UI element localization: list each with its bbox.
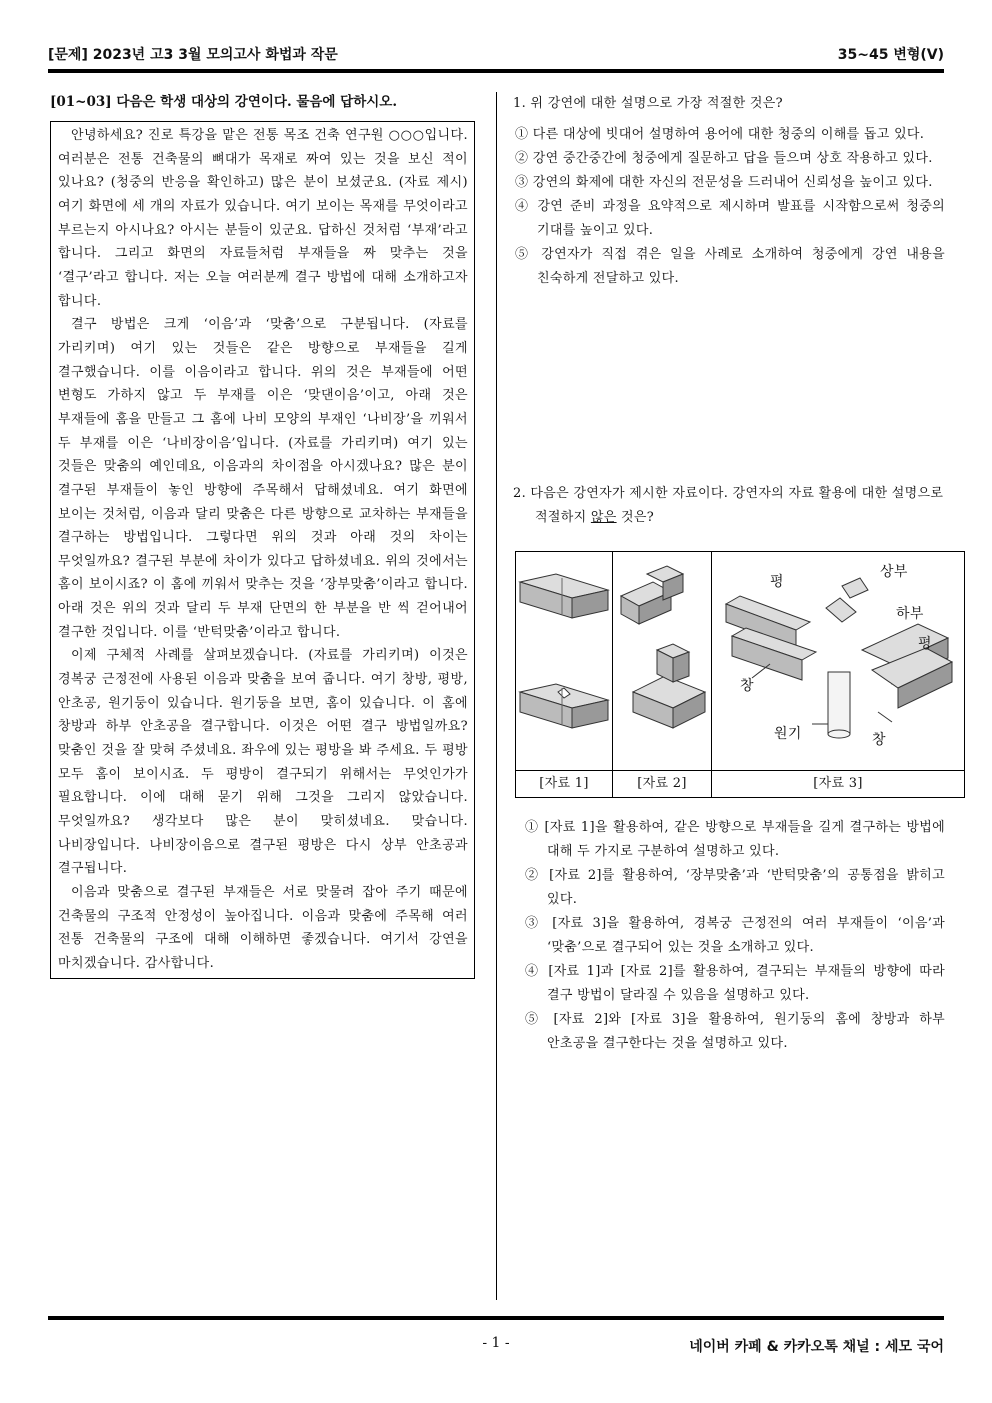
- question-1-option[interactable]: ③ 강연의 화제에 대한 자신의 전문성을 드러내어 신뢰성을 높이고 있다.: [515, 175, 933, 190]
- caption-material-2: [자료 2]: [613, 771, 712, 798]
- caption-material-3: [자료 3]: [813, 776, 863, 791]
- header-rule: [48, 69, 944, 73]
- question-range: 35~45 변형(V): [837, 47, 944, 63]
- passage-paragraph: 결구 방법은 크게 ‘이음’과 ‘맞춤’으로 구분됩니다. (자료를 가리키며) 여기 있는 것들은 같은 방향으로 부재들을 길게 결구했습니다. 이를 이음이라고 합니다. 위의 것은 부재들에 어떤 변형도 가하지 않고 두 부재를 이은 ‘맞댄이음’이고, 아래 것은 부재들에 홈을 만들고 그 홈에 나비 모양의 부재인 ‘나비장’을 끼워서 두 부재를 이은 ‘나비장이음’입니다. (자료를 가리키며) 여기 있는 것들은 맞춤의 예인데요, 이음과의 차이점을 아시겠나요? 많은 분이 결구된 부재들이 놓인 방향에 주목해서 답해셨네요. 여기 화면에 보이는 것처럼, 이음과 달리 맞춤은 다른 방향으로 교차하는 부재들을 결구하는 방법입니다. 그렇다면 위의 것과 아래 것의 차이는 무엇일까요? 결구된 부분에 차이가 있다고 답하셨네요. 위의 것에서는 홈이 보이시죠? 이 홈에 끼워서 맞추는 것을 ‘장부맞춤’이라고 합니다. 아래 것은 위의 것과 달리 두 부재 단면의 한 부분을 반 씩 걷어내어 결구한 것입니다. 이를 ‘반턱맞춤’이라고 합니다.: [58, 317, 468, 640]
- question-1-stem: 1. 위 강연에 대한 설명으로 가장 적절한 것은?: [513, 96, 783, 111]
- underlined-word: 않은: [590, 510, 617, 525]
- label-chang-left: 창: [740, 678, 754, 694]
- material-3-panel: [712, 552, 964, 770]
- label-pyeong-right: 평: [918, 636, 932, 652]
- mortise-joint-illustration: [613, 552, 711, 770]
- page-number: - 1 -: [482, 1335, 510, 1351]
- label-chang-right: 창: [872, 732, 886, 748]
- material-2-panel: [613, 552, 712, 770]
- question-1-option[interactable]: ④ 강연 준비 과정을 요약적으로 제시하며 발표를 시작함으로써 청중의 기대를 높이고 있다.: [515, 199, 945, 238]
- butt-joint-illustration: [516, 552, 612, 770]
- materials-figure: [515, 551, 965, 798]
- exam-title: [문제] 2023년 고3 3월 모의고사 화법과 작문: [48, 47, 338, 63]
- lecture-passage: [50, 121, 475, 979]
- footer-rule: [48, 1316, 944, 1320]
- passage-paragraph: 안녕하세요? 진로 특강을 맡은 전통 목조 건축 연구원 ○○○입니다. 여러분은 전통 건축물의 뼈대가 목재로 짜여 있는 것을 보신 적이 있나요? (청중의 반응을 확인하고) 많은 분이 보셨군요. (자료 제시) 여기 화면에 세 개의 자료가 있습니다. 여기 보이는 목재를 무엇이라고 부르는지 아시나요? 아시는 분들이 있군요. 답하신 것처럼 ‘부재’라고 합니다. 그리고 화면의 자료들처럼 부재들을 짜 맞추는 것을 ‘결구’라고 합니다. 저는 오늘 여러분께 결구 방법에 대해 소개하고자 합니다.: [58, 128, 468, 309]
- right-column: [513, 92, 945, 1051]
- label-pyeong-left: 평: [770, 574, 784, 590]
- question-2-option[interactable]: ⑤ [자료 2]와 [자료 3]을 활용하여, 원기둥의 홈에 창방과 하부 안초공을 결구한다는 것을 설명하고 있다.: [525, 1012, 945, 1051]
- question-1: [513, 92, 945, 291]
- label-habu: 하부: [896, 606, 924, 622]
- column-divider: [496, 92, 497, 1300]
- question-2: [513, 482, 945, 530]
- joinery-assembly-illustration: [712, 552, 964, 770]
- passage-paragraph: 이음과 맞춤으로 결구된 부재들은 서로 맞물려 잡아 주기 때문에 건축물의 구조적 안정성이 높아집니다. 이음과 맞춤에 주목해 여러 전통 건축물의 구조에 대해 이해하면 좋겠습니다. 여기서 강연을 마치겠습니다. 감사합니다.: [58, 885, 468, 971]
- label-sangbu: 상부: [880, 564, 908, 580]
- footer-credit: 네이버 카페 & 카카오톡 채널 : 세모 국어: [689, 1339, 944, 1355]
- question-2-stem: 2. 다음은 강연자가 제시한 자료이다. 강연자의 자료 활용에 대한 설명으로 적절하지 않은 것은?: [513, 486, 944, 525]
- question-1-option[interactable]: ① 다른 대상에 빗대어 설명하여 용어에 대한 청중의 이해를 돕고 있다.: [515, 127, 925, 142]
- caption-material-1: [자료 1]: [516, 771, 613, 798]
- question-1-option[interactable]: ⑤ 강연자가 직접 겪은 일을 사례로 소개하여 청중에게 강연 내용을 친숙하게 전달하고 있다.: [515, 247, 945, 286]
- passage-paragraph: 이제 구체적 사례를 살펴보겠습니다. (자료를 가리키며) 이것은 경복궁 근정전에 사용된 이음과 맞춤을 보여 줍니다. 여기 창방, 평방, 안초공, 원기둥이 있습니다. 원기둥을 보면, 홈이 있습니다. 이 홈에 창방과 하부 안초공을 결구합니다. 이것은 어떤 결구 방법일까요? 맞춤인 것을 잘 맞혀 주셨네요. 좌우에 있는 평방을 봐 주세요. 두 평방 모두 홈이 보이시죠. 두 평방이 결구되기 위해서는 무엇인가가 필요합니다. 이에 대해 묻기 위해 그것을 그리지 않았습니다. 무엇일까요? 생각보다 많은 분이 맞히셨네요. 맞습니다. 나비장입니다. 나비장이음으로 결구된 평방은 다시 상부 안초공과 결구됩니다.: [58, 648, 468, 877]
- material-1-panel: [516, 552, 613, 770]
- page-header: [48, 44, 944, 68]
- label-wongi: 원기: [774, 726, 802, 742]
- question-2-option[interactable]: ① [자료 1]을 활용하여, 같은 방향으로 부재들을 길게 결구하는 방법에 대해 두 가지로 구분하여 설명하고 있다.: [525, 820, 945, 859]
- question-2-option[interactable]: ② [자료 2]를 활용하여, ‘장부맞춤’과 ‘반턱맞춤’의 공통점을 밝히고 있다.: [525, 868, 945, 907]
- question-2-option[interactable]: ③ [자료 3]을 활용하여, 경복궁 근정전의 여러 부재들이 ‘이음’과 ‘맞춤’으로 결구되어 있는 것을 소개하고 있다.: [525, 916, 945, 955]
- question-1-option[interactable]: ② 강연 중간중간에 청중에게 질문하고 답을 들으며 상호 작용하고 있다.: [515, 151, 933, 166]
- question-2-option[interactable]: ④ [자료 1]과 [자료 2]를 활용하여, 결구되는 부재들의 방향에 따라 결구 방법이 달라질 수 있음을 설명하고 있다.: [525, 964, 945, 1003]
- left-column: [50, 92, 475, 979]
- question-2-options: [523, 816, 945, 1056]
- question-set-title: [01~03] 다음은 학생 대상의 강연이다. 물음에 답하시오.: [50, 94, 398, 110]
- figure-caption-row: [516, 770, 964, 798]
